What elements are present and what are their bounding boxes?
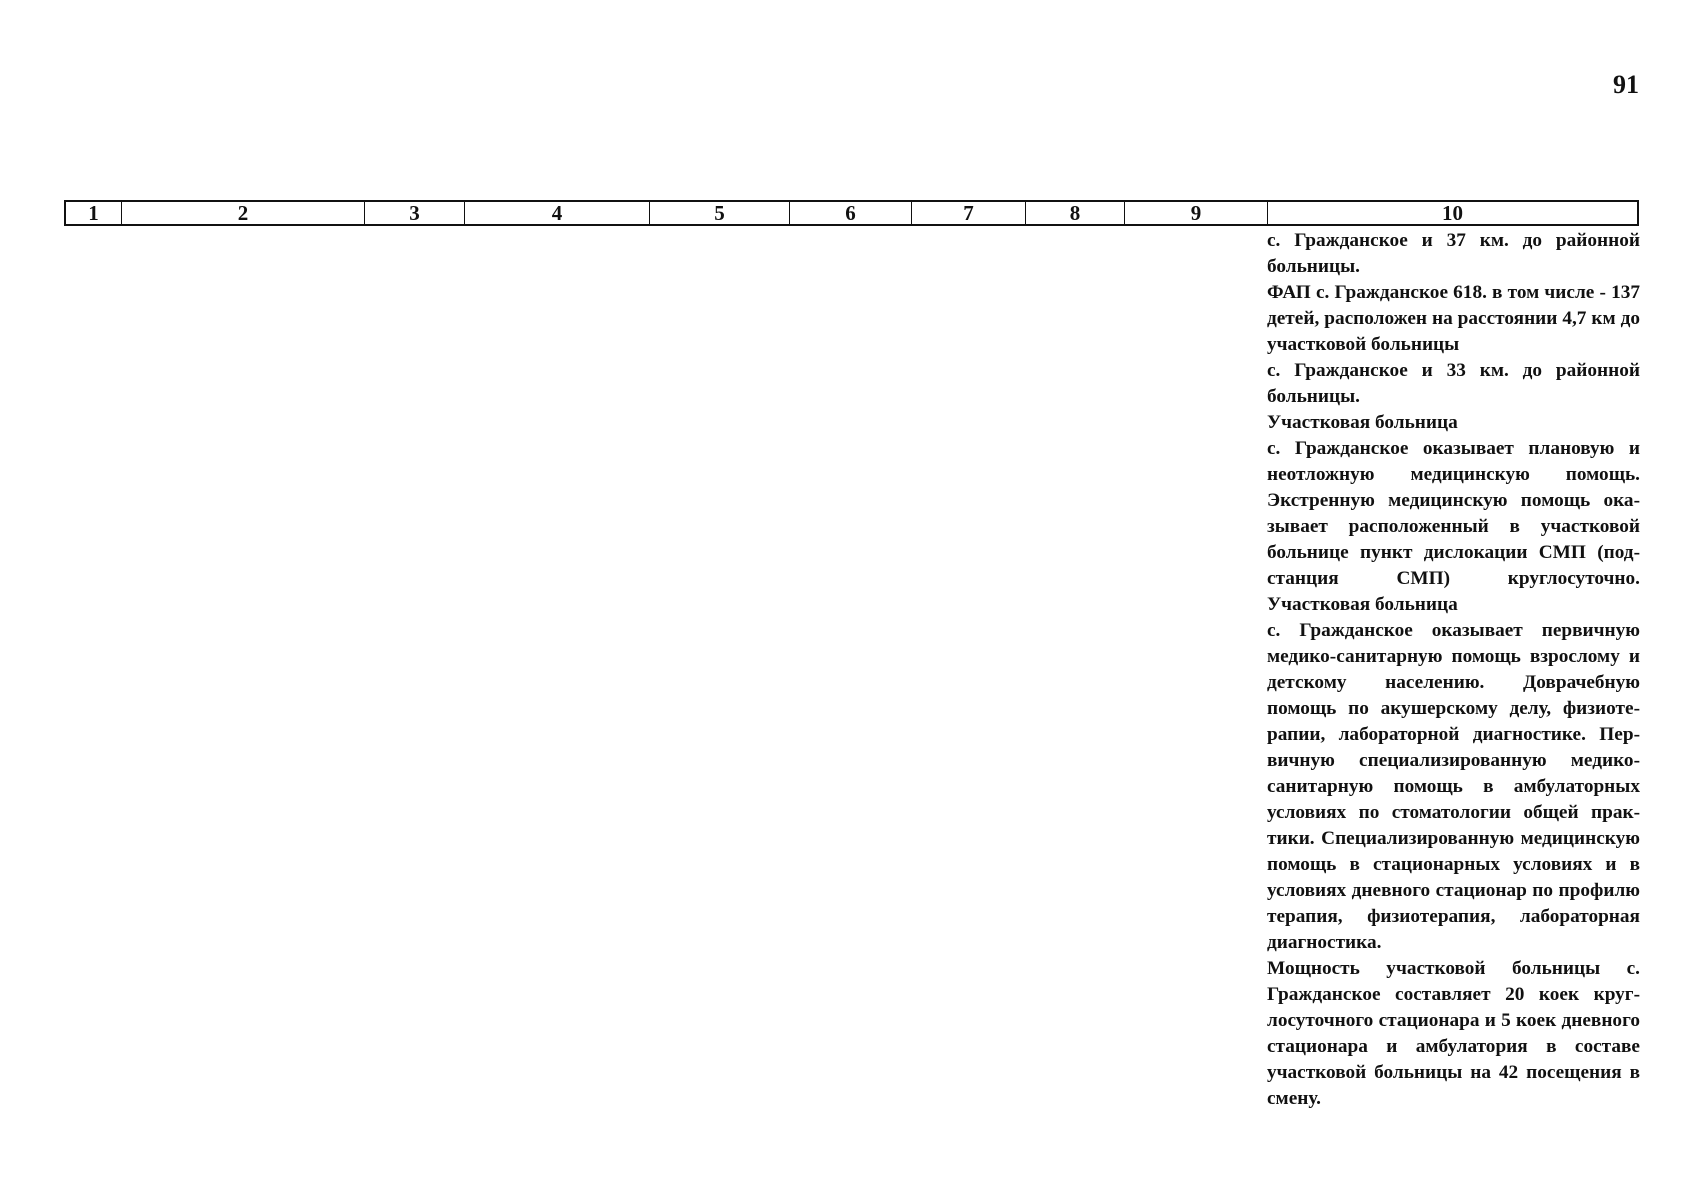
column-10-content	[1267, 228, 1640, 1112]
header-cell-10: 10	[1442, 200, 1463, 225]
header-cell-3: 3	[365, 202, 465, 224]
paragraph-5: с. Гражданское оказывает плановую и неотложную медицинскую помощь. Экстренную медицинскую помощь оказывает расположенный в участковой больнице пункт дислокации СМП (подстанция СМП) круглосуточно.	[1267, 438, 1640, 589]
paragraph-8: Мощность участковой больницы с. Гражданское составляет 20 коек круглосуточного стационара и 5 коек дневного стационара и амбулатория в составе участковой больницы на 42 посещения в смену.	[1267, 958, 1640, 1109]
header-cell-9: 9	[1125, 202, 1268, 224]
paragraph-7: с. Гражданское оказывает первичную медико-санитарную помощь взрослому и детскому населению. Доврачебную помощь по акушерскому делу, физиотерапии, лабораторной диагностике. Первичную специализированную медико-санитарную помощь в амбулаторных условиях по стоматологии общей практики. Специализированную медицинскую помощь в стационарных условиях и в условиях дневного стационар по профилю терапия, физиотерапия, лабораторная диагностика.	[1267, 620, 1640, 953]
paragraph-2: ФАП с. Гражданское 618. в том числе - 137 детей, расположен на расстоянии 4,7 км до участковой больницы	[1267, 282, 1640, 355]
header-cell-4: 4	[465, 202, 650, 224]
header-cell-1: 1	[66, 202, 122, 224]
header-cell-2: 2	[122, 202, 365, 224]
paragraph-4: Участковая больница	[1267, 412, 1458, 433]
header-cell-5: 5	[650, 202, 790, 224]
table-header-row	[64, 200, 1639, 226]
page-number: 91	[1613, 70, 1639, 99]
header-cell-7: 7	[912, 202, 1026, 224]
paragraph-3: с. Гражданское и 33 км. до районной больницы.	[1267, 360, 1640, 407]
paragraph-6: Участковая больница	[1267, 594, 1458, 615]
paragraph-1: с. Гражданское и 37 км. до районной больницы.	[1267, 230, 1640, 277]
header-cell-6: 6	[790, 202, 912, 224]
header-cell-8: 8	[1026, 202, 1125, 224]
